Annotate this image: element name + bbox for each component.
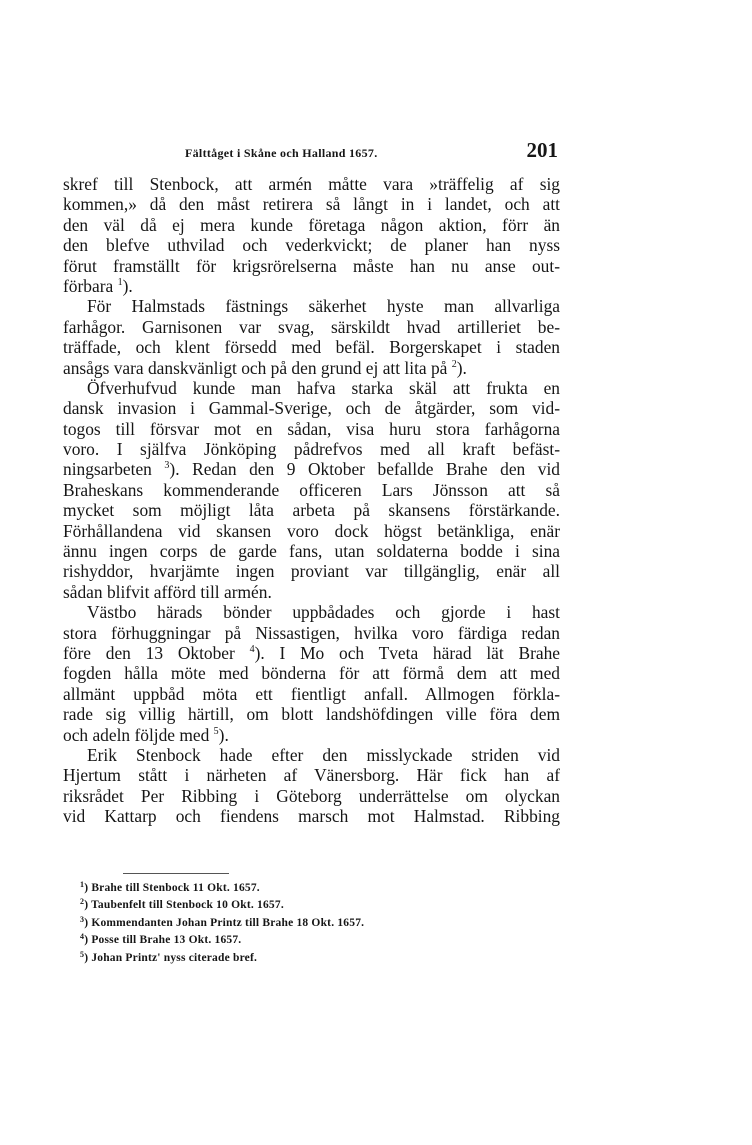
paragraph bbox=[63, 296, 560, 378]
line-text: För Halmstads fästnings säkerhet hyste man allvarliga bbox=[87, 296, 560, 317]
line-text: och adeln följde med bbox=[63, 724, 214, 745]
text-line bbox=[63, 419, 560, 439]
text-line bbox=[63, 256, 560, 276]
footnote-paren: ) bbox=[84, 899, 92, 912]
line-text: ansågs vara danskvänligt och på den grund ej att lita på bbox=[63, 357, 452, 378]
text-line bbox=[63, 215, 560, 235]
footnote-paren: ) bbox=[84, 916, 92, 929]
footnote-marker: 5 bbox=[213, 725, 219, 737]
text-line bbox=[63, 358, 560, 378]
line-text: sådan blifvit afförd till armén. bbox=[63, 581, 272, 602]
line-text: Hjertum stått i närheten af Vänersborg. Här fick han af bbox=[63, 765, 560, 786]
text-line bbox=[63, 439, 560, 459]
footnote-marker: 4 bbox=[249, 643, 255, 655]
footnote-text: Posse till Brahe 13 Okt. 1657. bbox=[91, 934, 242, 947]
text-line bbox=[63, 623, 560, 643]
footnote-text: Kommendanten Johan Printz till Brahe 18 Okt. 1657. bbox=[91, 916, 365, 929]
footnote-paren: ) bbox=[84, 934, 92, 947]
footnote bbox=[80, 897, 480, 914]
text-line bbox=[63, 684, 560, 704]
paragraph bbox=[63, 602, 560, 745]
line-text-after: ). bbox=[122, 275, 133, 296]
text-line bbox=[63, 602, 560, 622]
footnote-paren: ) bbox=[84, 882, 92, 894]
footnote bbox=[80, 950, 480, 967]
text-line bbox=[63, 500, 560, 520]
page-header bbox=[63, 140, 558, 166]
text-line bbox=[63, 378, 560, 398]
text-line bbox=[63, 582, 560, 602]
line-text: skref till Stenbock, att armén måtte vara »träffelig af sig bbox=[63, 174, 560, 194]
footnote-number: 1 bbox=[80, 880, 85, 889]
text-line bbox=[63, 521, 560, 541]
text-line bbox=[63, 337, 560, 357]
line-text: före den 13 Oktober bbox=[63, 642, 250, 663]
line-text: träffade, och klent försedd med befäl. Borgerskapet i staden bbox=[63, 337, 560, 358]
text-line bbox=[63, 786, 560, 806]
footnote bbox=[80, 915, 480, 932]
page-number: 201 bbox=[526, 138, 558, 162]
line-text-after: ). bbox=[218, 724, 229, 745]
text-line bbox=[63, 296, 560, 316]
footnotes bbox=[80, 880, 480, 967]
line-text: ännu ingen corps de garde fans, utan soldaterna bodde i sina bbox=[63, 541, 560, 562]
footnote-text: Brahe till Stenbock 11 Okt. 1657. bbox=[91, 882, 260, 894]
line-text: kommen,» då den måst retirera så långt in i landet, och att bbox=[63, 194, 560, 215]
line-text: rade sig villig härtill, om blott landshöfdingen ville föra dem bbox=[63, 704, 560, 725]
line-text: dansk invasion i Gammal-Sverige, och de åtgärder, som vid- bbox=[63, 398, 560, 419]
text-line bbox=[63, 745, 560, 765]
line-text: stora förhuggningar på Nissastigen, hvilka voro färdiga redan bbox=[63, 622, 560, 643]
text-line bbox=[63, 541, 560, 561]
footnote bbox=[80, 932, 480, 949]
line-text: vid Kattarp och fiendens marsch mot Halmstad. Ribbing bbox=[63, 806, 560, 827]
text-line bbox=[63, 276, 560, 296]
line-text: förut framställt för krigsrörelserna måste han nu anse out- bbox=[63, 255, 560, 276]
line-text: riksrådet Per Ribbing i Göteborg underrättelse om olyckan bbox=[63, 785, 560, 806]
text-line bbox=[63, 663, 560, 683]
line-text: Braheskans kommenderande officeren Lars Jönsson att så bbox=[63, 479, 560, 500]
text-line bbox=[63, 480, 560, 500]
paragraph bbox=[63, 378, 560, 602]
line-text: fogden hålla möte med bönderna för att förmå dem att med bbox=[63, 663, 560, 684]
text-line bbox=[63, 235, 560, 255]
line-text: farhågor. Garnisonen var svag, särskildt hvad artilleriet be- bbox=[63, 316, 560, 337]
text-line bbox=[63, 704, 560, 724]
text-line bbox=[63, 561, 560, 581]
footnote-number: 3 bbox=[80, 914, 85, 924]
footnote-marker: 1 bbox=[117, 276, 123, 288]
line-text: Västbo härads bönder uppbådades och gjorde i hast bbox=[87, 602, 560, 623]
text-line bbox=[63, 174, 560, 194]
text-line bbox=[63, 765, 560, 785]
text-line bbox=[63, 806, 560, 826]
line-text: den blefve uthvilad och vederkvickt; de planer han nyss bbox=[63, 235, 560, 256]
body-text bbox=[63, 174, 560, 827]
footnote-paren: ) bbox=[84, 951, 92, 964]
line-text: Öfverhufvud kunde man hafva starka skäl att frukta en bbox=[87, 377, 560, 398]
text-line bbox=[63, 643, 560, 663]
footnote-rule bbox=[123, 873, 229, 874]
text-line bbox=[63, 725, 560, 745]
line-text: ningsarbeten bbox=[63, 459, 165, 480]
line-text-after: ). I Mo och Tveta härad lät Brahe bbox=[254, 642, 560, 663]
line-text: allmänt uppbåd möta ett fientligt anfall. Allmogen förkla- bbox=[63, 683, 560, 704]
line-text: rishyddor, hvarjämte ingen proviant var tillgänglig, enär all bbox=[63, 561, 560, 582]
text-line bbox=[63, 317, 560, 337]
paragraph bbox=[63, 174, 560, 296]
footnote-marker: 3 bbox=[164, 460, 170, 472]
paragraph bbox=[63, 745, 560, 827]
footnote-number: 2 bbox=[80, 897, 85, 907]
line-text: togos till försvar mot en sådan, visa huru stora farhågorna bbox=[63, 418, 560, 439]
line-text: voro. I själfva Jönköping pådrefvos med all kraft befäst- bbox=[63, 439, 560, 460]
footnote-text: Taubenfelt till Stenbock 10 Okt. 1657. bbox=[91, 899, 284, 912]
footnote bbox=[80, 880, 480, 897]
footnote-text: Johan Printz' nyss citerade bref. bbox=[91, 951, 258, 964]
footnote-marker: 2 bbox=[451, 358, 457, 370]
footnote-number: 4 bbox=[80, 932, 85, 942]
footnote-number: 5 bbox=[80, 949, 85, 959]
line-text: förbara bbox=[63, 275, 118, 296]
line-text-after: ). bbox=[456, 357, 467, 378]
line-text: Förhållandena vid skansen voro dock högst betänkliga, enär bbox=[63, 520, 560, 541]
text-line bbox=[63, 194, 560, 214]
line-text-after: ). Redan den 9 Oktober befallde Brahe den vid bbox=[169, 459, 560, 480]
text-line bbox=[63, 459, 560, 479]
text-line bbox=[63, 398, 560, 418]
line-text: den väl då ej mera kunde företaga någon aktion, förr än bbox=[63, 214, 560, 235]
line-text: Erik Stenbock hade efter den misslyckade striden vid bbox=[87, 744, 560, 765]
running-title: Fälttåget i Skåne och Halland 1657. bbox=[185, 146, 378, 160]
line-text: mycket som möjligt låta arbeta på skansens förstärkande. bbox=[63, 500, 560, 521]
